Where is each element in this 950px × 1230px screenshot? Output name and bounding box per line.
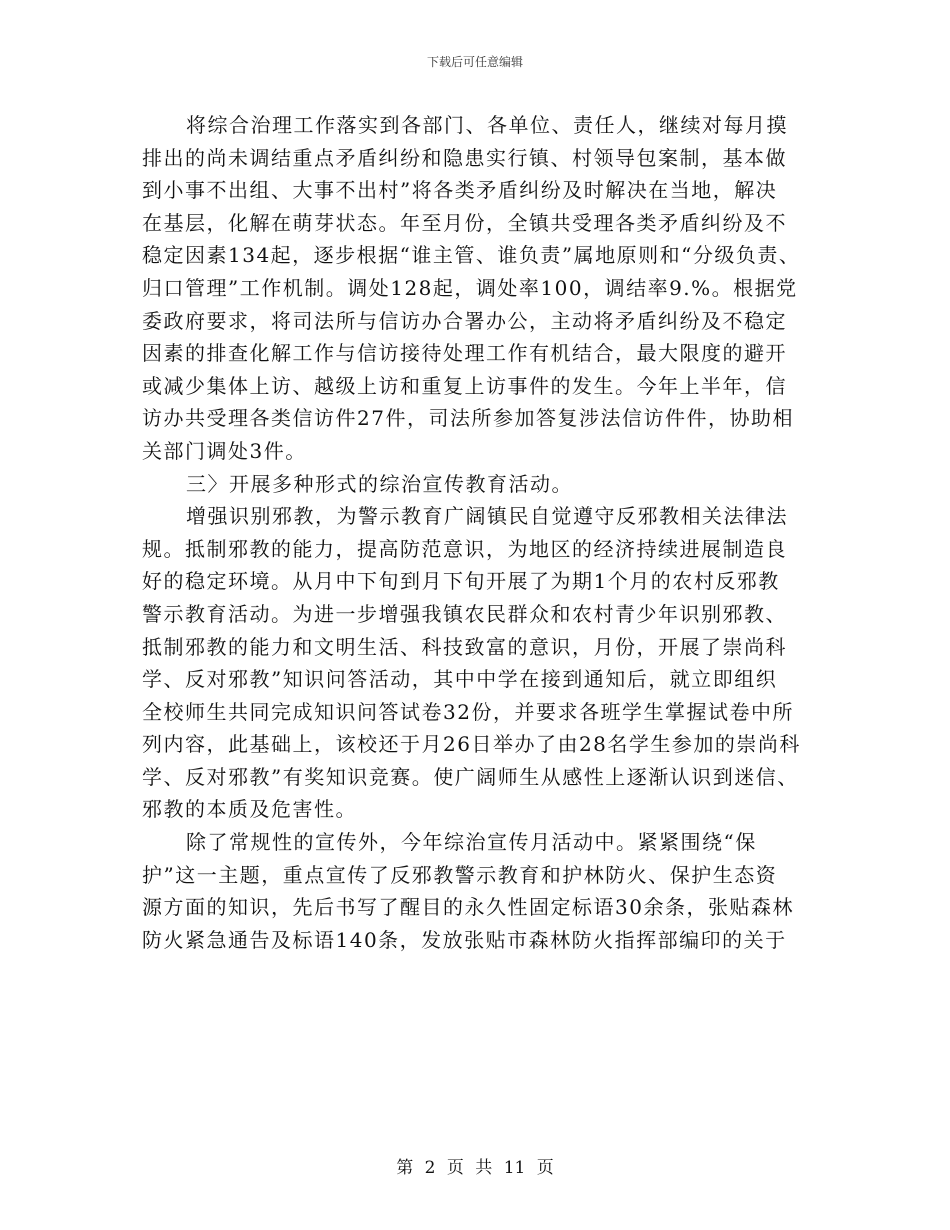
paragraph-line: 关部门调处3件。: [142, 438, 307, 463]
paragraph-line: 学、反对邪教”知识问答活动，其中中学在接到通知后，就立即组织: [142, 667, 778, 692]
page-header: 下载后可任意编辑: [426, 55, 523, 69]
paragraph-line: 排出的尚未调结重点矛盾纠纷和隐患实行镇、村领导包案制，基本做: [142, 145, 787, 170]
paragraph-line: 增强识别邪教，为警示教育广阔镇民自觉遵守反邪教相关法律法: [186, 504, 788, 529]
paragraph-line: 归口管理”工作机制。调处128起，调处率100，调结率9.%。根据党: [142, 275, 798, 300]
paragraph-line: 源方面的知识，先后书写了醒目的永久性固定标语30余条，张贴森林: [142, 895, 794, 920]
paragraph-line: 列内容，此基础上，该校还于月26日举办了由28名学生参加的崇尚科: [142, 732, 801, 757]
page-number-footer: 第 2 页 共 11 页: [396, 1158, 554, 1178]
paragraph-line: 学、反对邪教”有奖知识竞赛。使广阔师生从感性上逐渐认识到迷信、: [142, 764, 799, 789]
paragraph-line: 稳定因素134起，逐步根据“谁主管、谁负责”属地原则和“分级负责、: [142, 243, 801, 268]
paragraph-line: 邪教的本质及危害性。: [142, 797, 357, 822]
paragraph-line: 将综合治理工作落实到各部门、各单位、责任人，继续对每月摸: [186, 113, 788, 137]
paragraph-line: 全校师生共同完成知识问答试卷32份，并要求各班学生掌握试卷中所: [142, 699, 794, 724]
document-body: [142, 109, 810, 956]
paragraph-line: 防火紧急通告及标语140条，发放张贴市森林防火指挥部编印的关于: [142, 927, 787, 952]
paragraph-line: 好的稳定环境。从月中下旬到月下旬开展了为期1个月的农村反邪教: [142, 569, 780, 594]
paragraph-line: 访办共受理各类信访件27件，司法所参加答复涉法信访件件，协助相: [142, 406, 794, 431]
paragraph-line: 委政府要求，将司法所与信访办合署办公，主动将矛盾纠纷及不稳定: [142, 308, 787, 333]
paragraph-line: 或减少集体上访、越级上访和重复上访事件的发生。今年上半年，信: [142, 373, 787, 398]
paragraph-line: 到小事不出组、大事不出村”将各类矛盾纠纷及时解决在当地，解决: [142, 178, 778, 203]
section-heading: 三〉开展多种形式的综治宣传教育活动。: [186, 471, 573, 496]
paragraph-line: 抵制邪教的能力和文明生活、科技致富的意识，月份，开展了崇尚科: [142, 634, 787, 659]
paragraph-line: 因素的排查化解工作与信访接待处理工作有机结合，最大限度的避开: [142, 341, 787, 366]
paragraph-line: 除了常规性的宣传外，今年综治宣传月活动中。紧紧围绕“保: [186, 830, 757, 855]
paragraph-line: 在基层，化解在萌芽状态。年至月份，全镇共受理各类矛盾纠纷及不: [142, 210, 787, 235]
paragraph-line: 护”这一主题，重点宣传了反邪教警示教育和护林防火、保护生态资: [142, 862, 778, 887]
paragraph-line: 规。抵制邪教的能力，提高防范意识，为地区的经济持续进展制造良: [142, 536, 787, 561]
paragraph-line: 警示教育活动。为进一步增强我镇农民群众和农村青少年识别邪教、: [142, 601, 787, 626]
